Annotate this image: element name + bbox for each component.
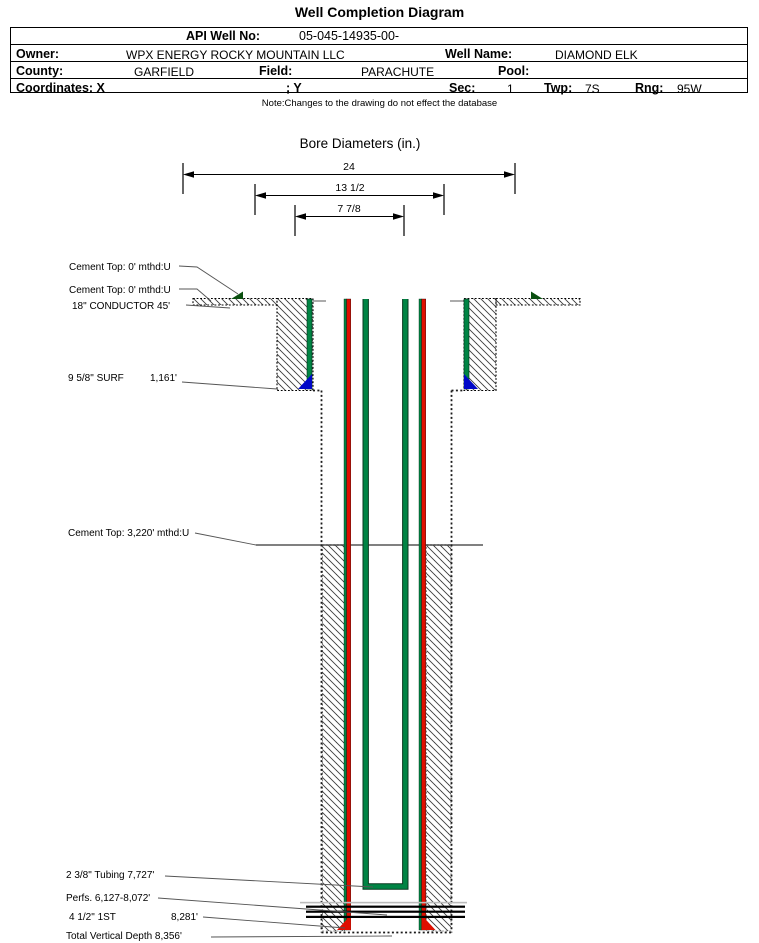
owner-label: Owner: <box>16 46 60 61</box>
twp-value: 7S <box>585 81 600 96</box>
dim-label-24: 24 <box>343 161 355 173</box>
arrow-right-icon <box>504 171 515 177</box>
pool-label: Pool: <box>498 63 530 78</box>
cement-top-marker-right-icon <box>531 292 543 300</box>
production-casing-red-right <box>422 299 426 930</box>
tubing <box>366 299 406 887</box>
label-perfs: Perfs. 6,127-8,072' <box>66 893 151 904</box>
county-value: GARFIELD <box>134 64 195 79</box>
twp-label: Twp: <box>544 80 573 95</box>
field-value: PARACHUTE <box>361 64 435 79</box>
label-surf: 9 5/8" SURF <box>68 373 124 384</box>
label-cement-top-2: Cement Top: 0' mthd:U <box>69 285 171 296</box>
sec-value: 1 <box>507 81 514 96</box>
label-tvd: Total Vertical Depth 8,356' <box>66 931 182 942</box>
leader-cement-top-3 <box>195 533 256 545</box>
label-cement-top-3: Cement Top: 3,220' mthd:U <box>68 528 190 539</box>
coordinates-label: Coordinates: X <box>16 80 105 95</box>
well-name-label: Well Name: <box>445 46 513 61</box>
county-label: County: <box>16 63 64 78</box>
owner-value: WPX ENERGY ROCKY MOUNTAIN LLC <box>126 47 345 62</box>
leader-surf <box>182 382 277 389</box>
dim-label-7-7-8: 7 7/8 <box>337 203 361 215</box>
dim-label-13-1-2: 13 1/2 <box>335 182 365 194</box>
arrow-left-icon <box>295 213 306 219</box>
label-tubing: 2 3/8" Tubing 7,727' <box>66 870 155 881</box>
label-conductor: 18" CONDUCTOR 45' <box>72 301 171 312</box>
arrow-right-icon <box>433 192 444 198</box>
production-casing-green-left <box>344 299 347 930</box>
leader-cement-top-1 <box>179 266 238 294</box>
dimension-7-7-8 <box>295 203 404 236</box>
sec-label: Sec: <box>449 80 476 95</box>
well-name-value: DIAMOND ELK <box>555 47 638 62</box>
conductor-cap-right <box>496 299 580 306</box>
perf-gray-line <box>300 902 467 904</box>
field-label: Field: <box>259 63 293 78</box>
label-cement-top-1: Cement Top: 0' mthd:U <box>69 262 171 273</box>
coordinate-y-label: ; Y <box>286 80 302 95</box>
label-casing1st-depth: 8,281' <box>171 912 198 923</box>
production-cement-right <box>427 545 452 931</box>
production-casing-red-left <box>347 299 351 930</box>
production-cement-left <box>323 545 345 931</box>
api-value: 05-045-14935-00- <box>299 29 400 43</box>
perf-line-3 <box>306 916 465 918</box>
cement-top-marker-left-icon <box>231 292 243 300</box>
tubing-outline <box>366 299 406 887</box>
label-casing1st: 4 1/2" 1ST <box>69 912 116 923</box>
label-surf-depth: 1,161' <box>150 373 177 384</box>
production-casing-green-right <box>419 299 422 930</box>
rng-label: Rng: <box>635 80 664 95</box>
arrow-left-icon <box>255 192 266 198</box>
arrow-left-icon <box>183 171 194 177</box>
perf-line-1 <box>306 906 465 908</box>
bore-diameters-title: Bore Diameters (in.) <box>299 136 421 151</box>
page-title: Well Completion Diagram <box>294 4 465 20</box>
conductor-cap-left <box>193 299 277 306</box>
arrow-right-icon <box>393 213 404 219</box>
database-note: Note:Changes to the drawing do not effect the database <box>261 98 498 109</box>
leader-tvd <box>211 936 392 937</box>
api-label: API Well No: <box>186 29 261 43</box>
rng-value: 95W <box>677 81 702 96</box>
